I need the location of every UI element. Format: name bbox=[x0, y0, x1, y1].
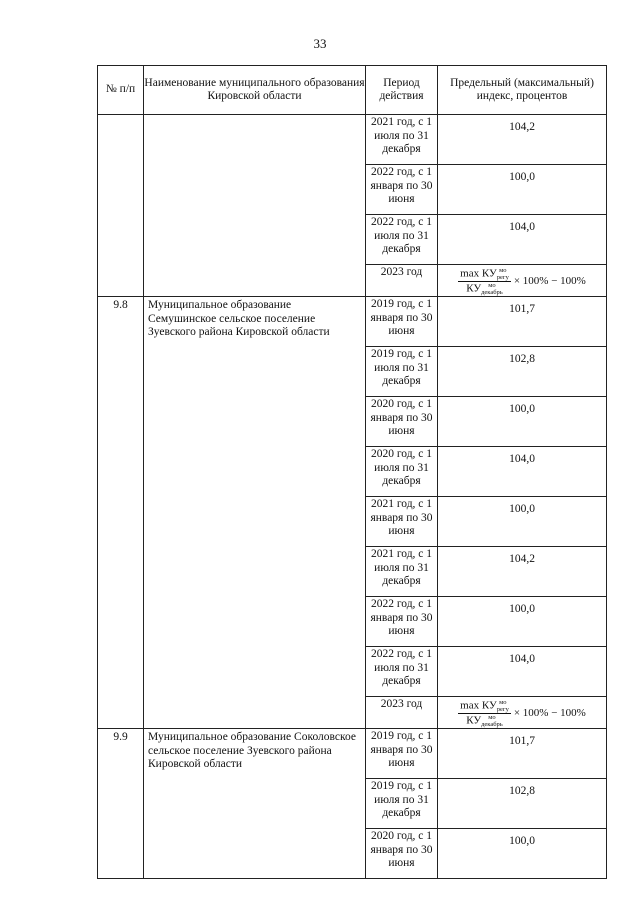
period-cell: 2022 год, с 1 июля по 31 декабря bbox=[366, 215, 438, 265]
index-value-cell: 100,0 bbox=[438, 397, 607, 447]
formula-tail: × 100% − 100% bbox=[513, 274, 586, 287]
table-body bbox=[98, 115, 607, 879]
period-cell: 2021 год, с 1 января по 30 июня bbox=[366, 497, 438, 547]
index-value-cell: 104,0 bbox=[438, 447, 607, 497]
formula-den-sub: декабрь bbox=[481, 289, 503, 297]
tariff-table bbox=[97, 65, 607, 879]
period-cell: 2022 год, с 1 января по 30 июня bbox=[366, 597, 438, 647]
period-cell: 2023 год bbox=[366, 697, 438, 729]
formula bbox=[458, 267, 586, 296]
formula-numerator bbox=[458, 267, 511, 282]
formula-num-indices bbox=[497, 699, 509, 713]
index-value-cell: 104,2 bbox=[438, 115, 607, 165]
formula-num-sub: регу bbox=[496, 706, 509, 714]
table-row bbox=[98, 115, 607, 165]
table-row bbox=[98, 297, 607, 347]
index-value-cell bbox=[438, 265, 607, 297]
formula-num-sup: мо bbox=[499, 267, 507, 274]
header-index: Предельный (максимальный) индекс, процентов bbox=[438, 66, 607, 115]
row-number: 9.9 bbox=[98, 729, 144, 879]
municipality-name: Муниципальное образование Соколовское сельское поселение Зуевского района Кировской области bbox=[144, 729, 366, 879]
table-row bbox=[98, 729, 607, 779]
index-value-cell: 104,2 bbox=[438, 547, 607, 597]
index-value-cell: 101,7 bbox=[438, 297, 607, 347]
period-cell: 2019 год, с 1 января по 30 июня bbox=[366, 729, 438, 779]
index-value-cell: 104,0 bbox=[438, 215, 607, 265]
header-period: Период действия bbox=[366, 66, 438, 115]
formula-denominator bbox=[464, 714, 505, 728]
index-value-cell: 100,0 bbox=[438, 597, 607, 647]
index-value-cell: 100,0 bbox=[438, 497, 607, 547]
period-cell: 2019 год, с 1 июля по 31 декабря bbox=[366, 779, 438, 829]
header-num: № п/п bbox=[98, 66, 144, 115]
municipality-name bbox=[144, 115, 366, 297]
index-value-cell: 100,0 bbox=[438, 165, 607, 215]
formula-den-sub: декабрь bbox=[481, 721, 503, 729]
index-value-cell: 102,8 bbox=[438, 779, 607, 829]
header-name: Наименование муниципального образования Кировской области bbox=[144, 66, 366, 115]
municipality-name: Муниципальное образование Семушинское сельское поселение Зуевского района Кировской области bbox=[144, 297, 366, 729]
index-value-cell: 100,0 bbox=[438, 829, 607, 879]
formula bbox=[458, 699, 586, 728]
period-cell: 2021 год, с 1 июля по 31 декабря bbox=[366, 547, 438, 597]
row-number: 9.8 bbox=[98, 297, 144, 729]
row-number bbox=[98, 115, 144, 297]
formula-den-indices bbox=[481, 714, 503, 728]
formula-numerator bbox=[458, 699, 511, 714]
formula-num-indices bbox=[497, 267, 509, 281]
period-cell: 2023 год bbox=[366, 265, 438, 297]
formula-den: КУ bbox=[466, 714, 482, 727]
period-cell: 2020 год, с 1 января по 30 июня bbox=[366, 829, 438, 879]
page-number: 33 bbox=[313, 36, 327, 51]
period-cell: 2020 год, с 1 января по 30 июня bbox=[366, 397, 438, 447]
index-value-cell: 101,7 bbox=[438, 729, 607, 779]
period-cell: 2020 год, с 1 июля по 31 декабря bbox=[366, 447, 438, 497]
formula-den-sup: мо bbox=[488, 282, 496, 290]
formula-den-indices bbox=[481, 282, 503, 296]
formula-den-sup: мо bbox=[488, 714, 496, 722]
period-cell: 2019 год, с 1 января по 30 июня bbox=[366, 297, 438, 347]
index-value-cell: 102,8 bbox=[438, 347, 607, 397]
period-cell: 2022 год, с 1 июля по 31 декабря bbox=[366, 647, 438, 697]
index-value-cell bbox=[438, 697, 607, 729]
formula-num-sub: регу bbox=[496, 274, 509, 281]
formula-tail: × 100% − 100% bbox=[513, 706, 586, 719]
period-cell: 2021 год, с 1 июля по 31 декабря bbox=[366, 115, 438, 165]
period-cell: 2019 год, с 1 июля по 31 декабря bbox=[366, 347, 438, 397]
formula-num-sup: мо bbox=[499, 699, 507, 707]
table-header-row bbox=[98, 66, 607, 115]
formula-den: КУ bbox=[466, 282, 482, 295]
index-value-cell: 104,0 bbox=[438, 647, 607, 697]
formula-fraction bbox=[458, 699, 511, 728]
formula-fraction bbox=[458, 267, 511, 296]
formula-max: max КУ bbox=[460, 699, 497, 712]
formula-max: max КУ bbox=[460, 267, 497, 280]
formula-denominator bbox=[464, 282, 505, 296]
period-cell: 2022 год, с 1 января по 30 июня bbox=[366, 165, 438, 215]
